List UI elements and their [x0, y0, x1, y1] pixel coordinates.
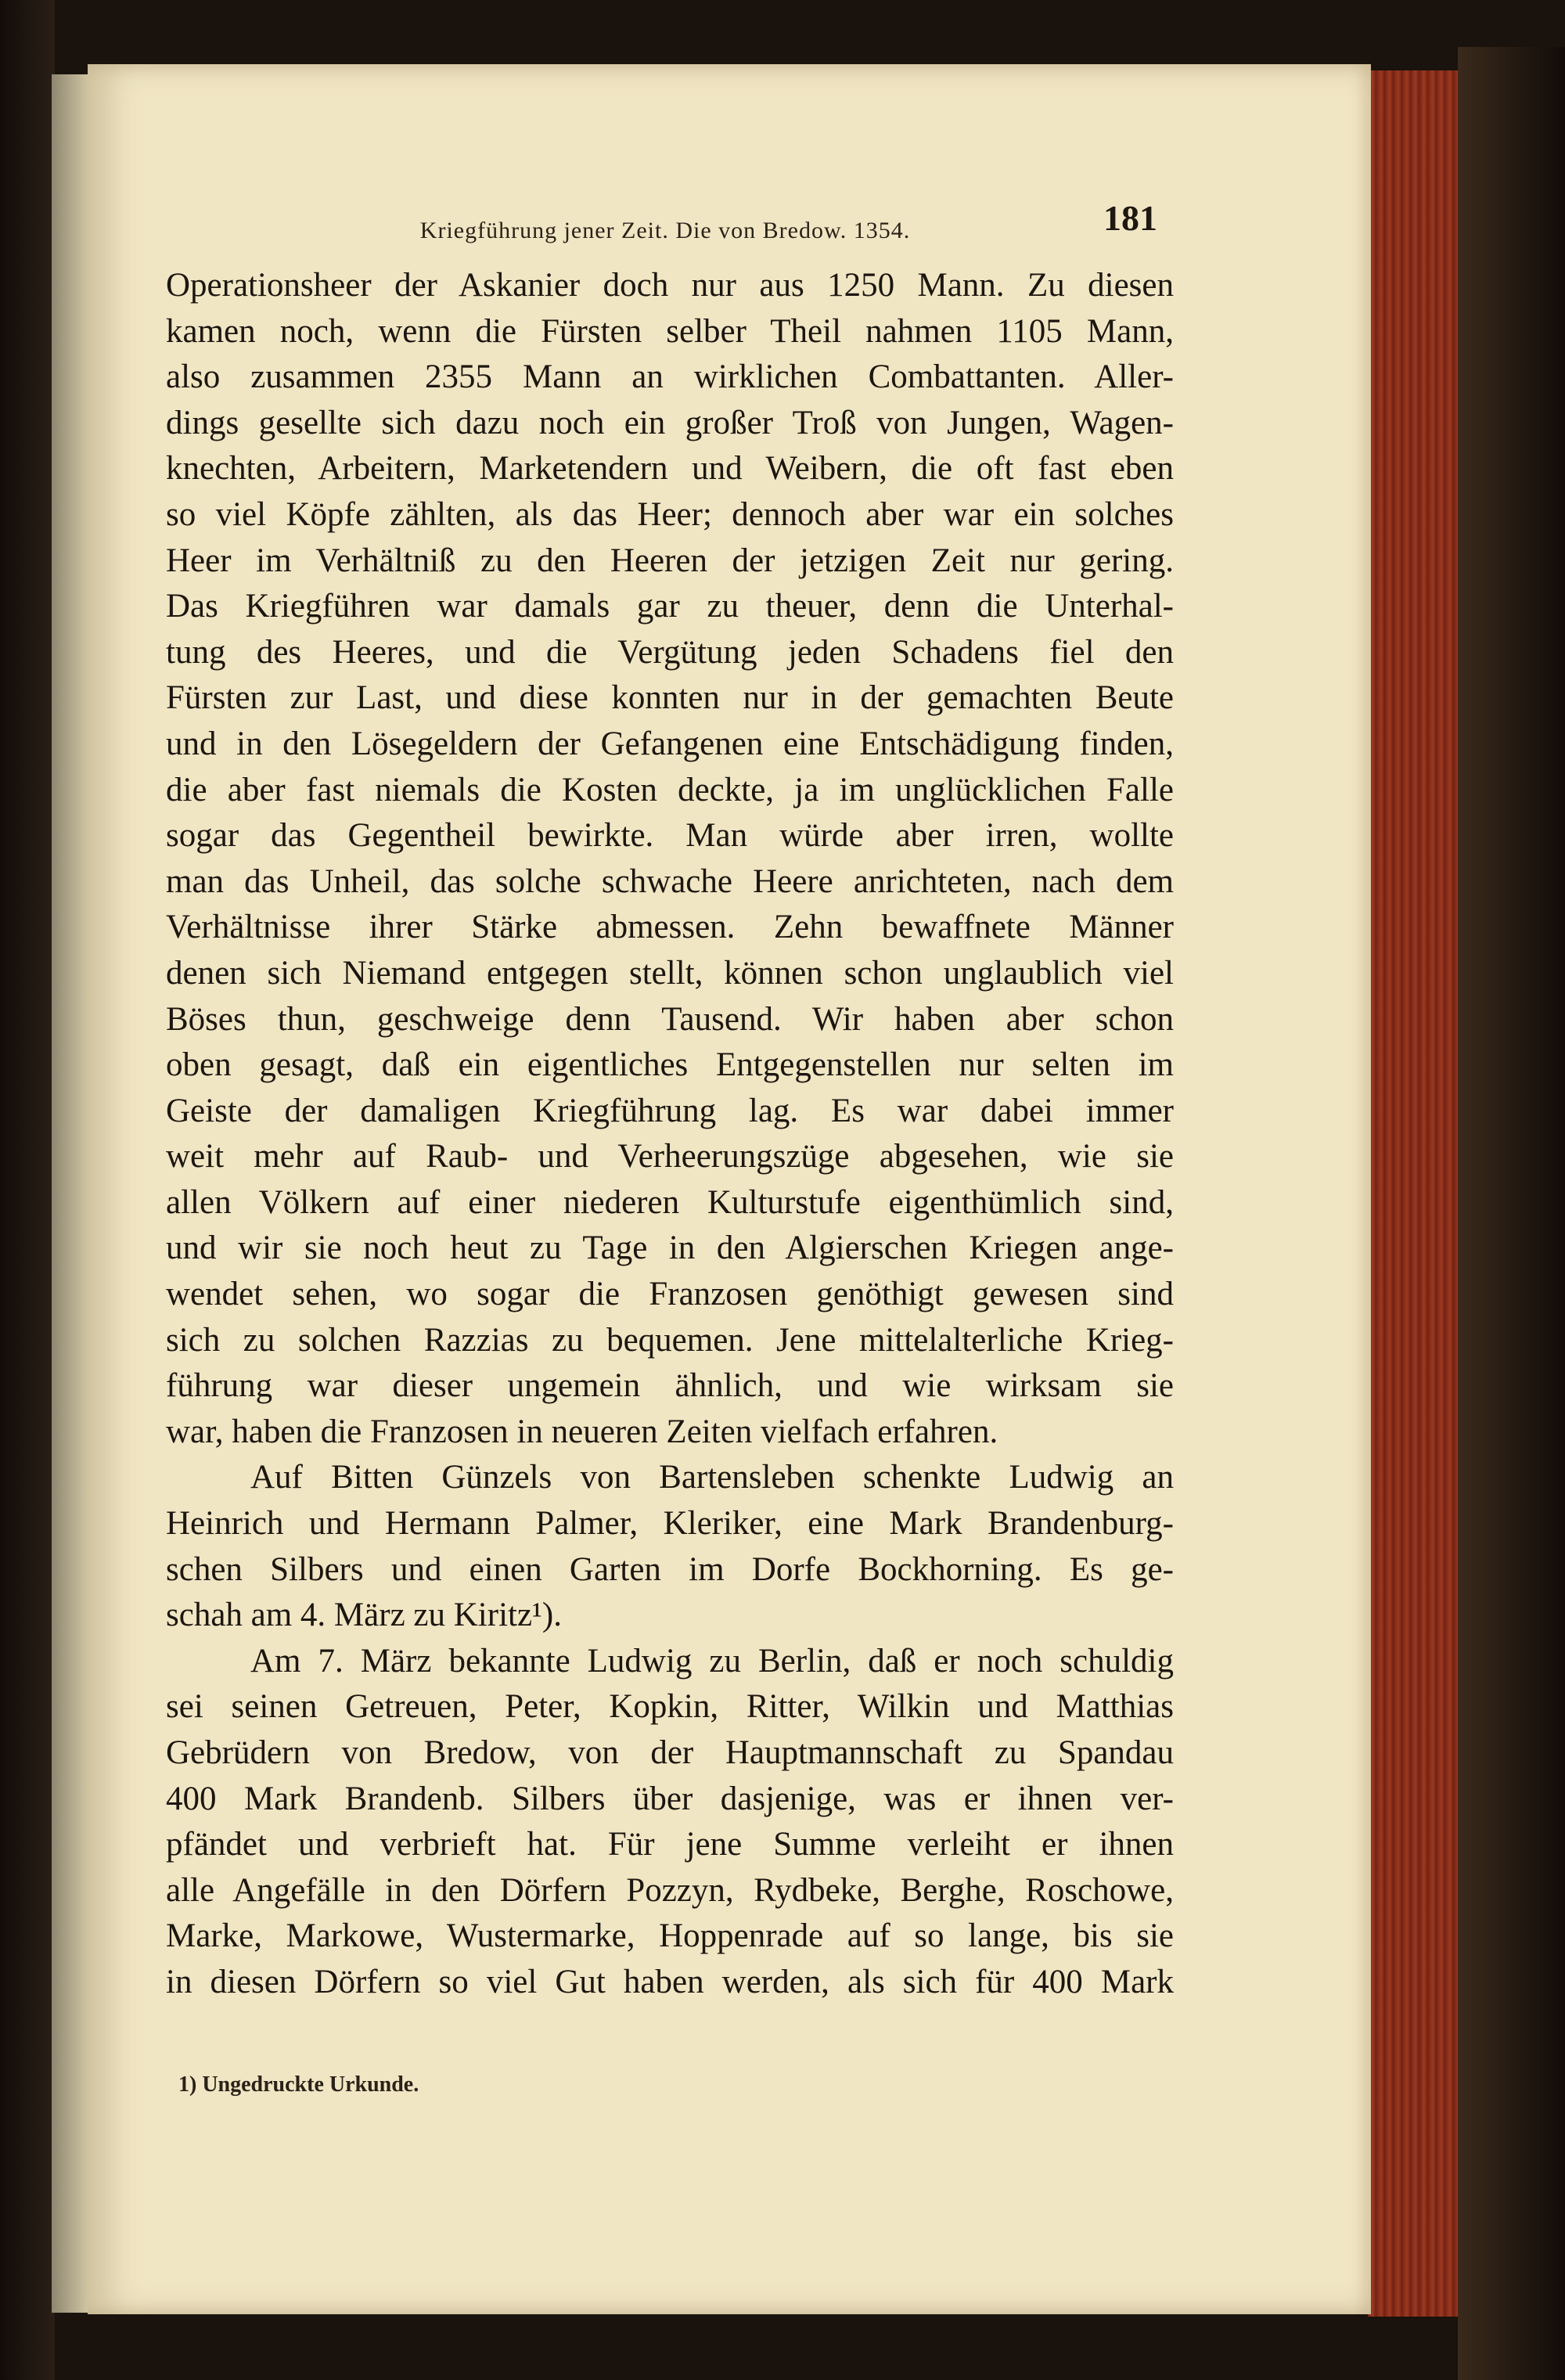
text-line: wendet sehen, wo sogar die Franzosen genöthigt gewesen sind [166, 1276, 1174, 1313]
text-line: so viel Köpfe zählten, als das Heer; dennoch aber war ein solches [166, 495, 1174, 533]
body-text [166, 263, 1174, 2006]
text-line: pfändet und verbrieft hat. Für jene Summe verleiht er ihnen [166, 1826, 1174, 1863]
text-line: Marke, Markowe, Wustermarke, Hoppenrade auf so lange, bis sie [166, 1917, 1174, 1955]
text-line: schah am 4. März zu Kiritz¹). [166, 1597, 563, 1634]
text-line: man das Unheil, das solche schwache Heere anrichteten, nach dem [166, 862, 1174, 900]
text-line: kamen noch, wenn die Fürsten selber Theil nahmen 1105 Mann, [166, 312, 1174, 350]
text-line: führung war dieser ungemein ähnlich, und wie wirksam sie [166, 1367, 1174, 1405]
text-line: Böses thun, geschweige denn Tausend. Wir haben aber schon [166, 1000, 1174, 1038]
text-line: und in den Lösegeldern der Gefangenen eine Entschädigung finden, [166, 725, 1174, 762]
text-line: Geiste der damaligen Kriegführung lag. Es war dabei immer [166, 1092, 1174, 1129]
text-line: und wir sie noch heut zu Tage in den Algierschen Kriegen ange- [166, 1230, 1174, 1267]
text-line: war, haben die Franzosen in neueren Zeiten vielfach erfahren. [166, 1413, 998, 1450]
text-line: Fürsten zur Last, und diese konnten nur in der gemachten Beute [166, 679, 1174, 717]
text-line: knechten, Arbeitern, Marketendern und Weibern, die oft fast eben [166, 450, 1174, 488]
text-line: alle Angefälle in den Dörfern Pozzyn, Rydbeke, Berghe, Roschowe, [166, 1871, 1174, 1909]
text-line: Operationsheer der Askanier doch nur aus 1250 Mann. Zu diesen [166, 267, 1174, 304]
footnote: 1) Ungedruckte Urkunde. [178, 2072, 419, 2097]
text-line: weit mehr auf Raub- und Verheerungszüge abgesehen, wie sie [166, 1138, 1174, 1176]
text-line: tung des Heeres, und die Vergütung jeden Schadens fiel den [166, 633, 1174, 671]
background-binding-left [0, 0, 55, 2380]
text-line: denen sich Niemand entgegen stellt, können schon unglaublich viel [166, 954, 1174, 992]
text-line: 400 Mark Brandenb. Silbers über dasjenige, was er ihnen ver- [166, 1780, 1174, 1817]
text-line: also zusammen 2355 Mann an wirklichen Combattanten. Aller- [166, 358, 1174, 396]
text-line: Am 7. März bekannte Ludwig zu Berlin, daß er noch schuldig [250, 1642, 1174, 1680]
text-line: Auf Bitten Günzels von Bartensleben schenkte Ludwig an [250, 1459, 1174, 1496]
text-line: Verhältnisse ihrer Stärke abmessen. Zehn bewaffnete Männer [166, 909, 1174, 946]
text-line: Gebrüdern von Bredow, von der Hauptmannschaft zu Spandau [166, 1734, 1174, 1771]
text-line: in diesen Dörfern so viel Gut haben werden, als sich für 400 Mark [166, 1963, 1174, 2000]
text-line: dings gesellte sich dazu noch ein großer Troß von Jungen, Wagen- [166, 404, 1174, 441]
red-page-edges [1368, 70, 1458, 2317]
text-line: sich zu solchen Razzias zu bequemen. Jene mittelalterliche Krieg- [166, 1321, 1174, 1359]
running-header: Kriegführung jener Zeit. Die von Bredow. 1354. [419, 218, 911, 243]
page-number: 181 [1103, 198, 1157, 238]
text-line: sei seinen Getreuen, Peter, Kopkin, Ritter, Wilkin und Matthias [166, 1688, 1174, 1726]
text-line: Heer im Verhältniß zu den Heeren der jetzigen Zeit nur gering. [166, 542, 1174, 579]
text-line: Das Kriegführen war damals gar zu theuer, denn die Unterhal- [166, 588, 1174, 625]
text-line: die aber fast niemals die Kosten deckte, ja im unglücklichen Falle [166, 771, 1174, 808]
background-binding-right [1458, 47, 1565, 2380]
text-line: allen Völkern auf einer niederen Kulturstufe eigenthümlich sind, [166, 1183, 1174, 1221]
text-line: schen Silbers und einen Garten im Dorfe Bockhorning. Es ge- [166, 1550, 1174, 1588]
facing-page-edge [52, 74, 88, 2313]
text-line: oben gesagt, daß ein eigentliches Entgegenstellen nur selten im [166, 1046, 1174, 1084]
text-line: sogar das Gegentheil bewirkte. Man würde aber irren, wollte [166, 817, 1174, 855]
text-line: Heinrich und Hermann Palmer, Kleriker, eine Mark Brandenburg- [166, 1505, 1174, 1543]
